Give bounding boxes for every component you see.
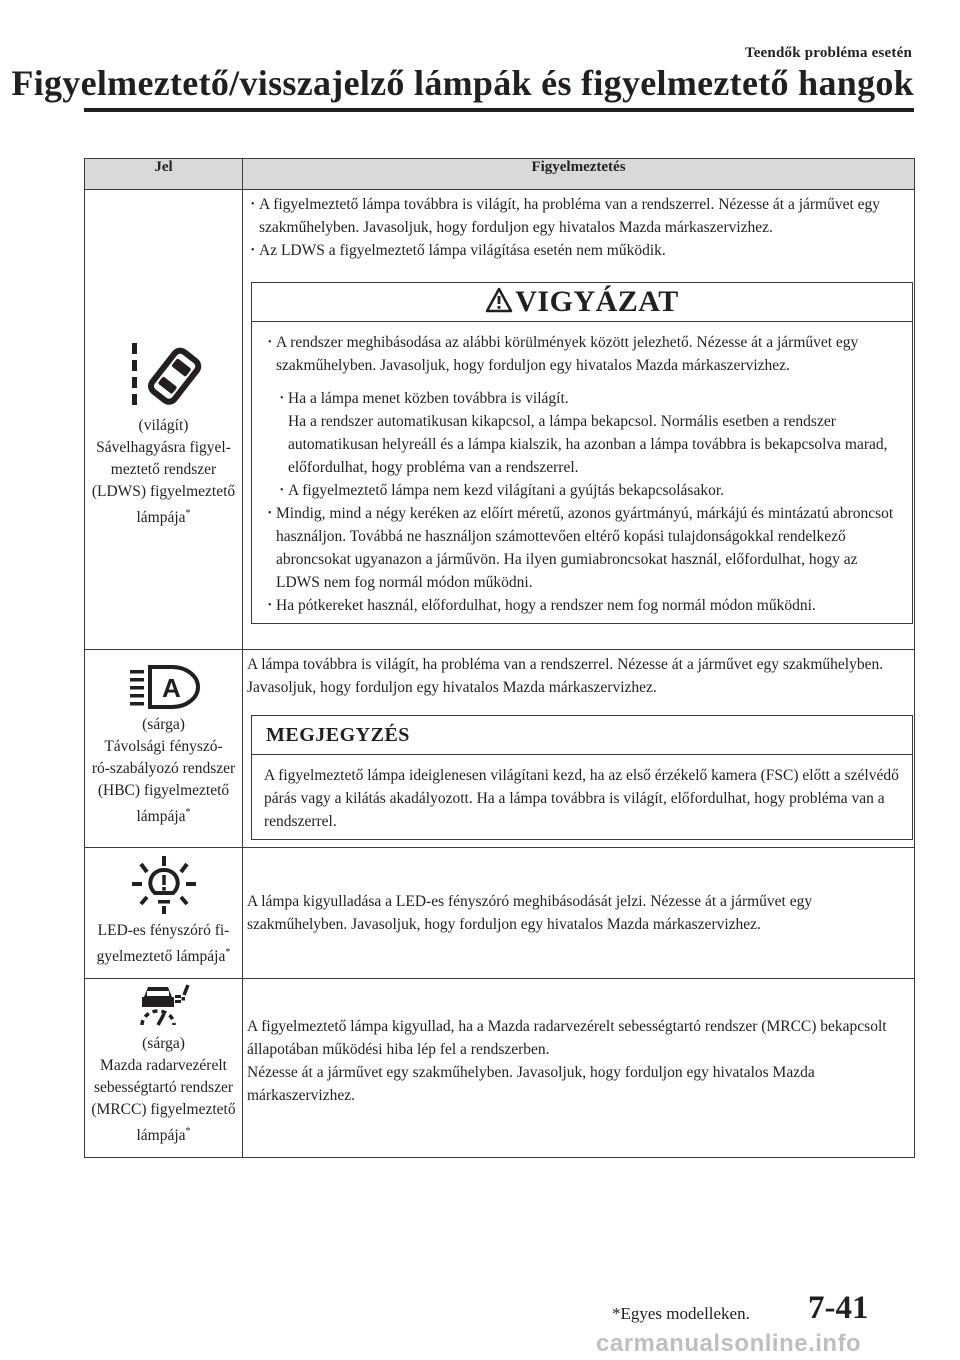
list-item: • Az LDWS a figyelmeztető lámpa világítása esetén nem működik. [247,239,910,262]
column-header-symbol: Jel [85,159,243,190]
caution-body: • A rendszer meghibásodása az alábbi körülmények között jelezhető. Nézesse át a járművet egy szakműhelyben. Javasoljuk, hogy forduljon egy hivatalos Mazda márkaszervizhez. • Ha a lámpa menet közben továbbra is világít. Ha a rendszer automatikusan kikapcsol, a lámpa bekapcsol. Normális esetben a rendszer automatikusan helyreáll és a lámpa kialszik, ha azonban a lámpa továbbra is bekapcsolva marad, előfordulhat, hogy probléma van a rendszerrel. • A figyelmeztető lámpa nem kezd világítani a gyújtás bekapcsolásakor. • Mindig, mind a négy keréken az előírt méretű, azonos gyártmányú, márkájú és mintázatú abroncsot használjon. Továbbá ne használjon számottevően eltérő kopási tulajdonságokkal rendelkező abroncsokat ugyanazon a járművön. Ha ilyen gumiabroncsokat használ, előfordulhat, hogy az LDWS nem fog normál módon működni. • Ha pótkereket használ, előfordulhat, hogy a rendszer nem fog normál módon működni. [252,322,912,623]
caution-box [251,282,913,624]
footnote: *Egyes modelleken. [612,1304,750,1323]
note-box [251,715,913,840]
svg-text:A: A [161,673,181,703]
note-header [252,716,912,755]
description-cell [243,979,915,1158]
lamp-name: Távolsági fényszó- ró-szabályozó rendszer (HBC) figyelmeztető lámpája* [91,738,236,825]
footnote-mark: * [185,807,191,818]
lamp-state: (sárga) [142,1035,185,1052]
caution-title: VIGYÁZAT [515,285,679,318]
warning-text-2: Nézesse át a járművet egy szakműhelyben. Javasoljuk, hogy forduljon egy hivatalos Mazda márkaszervizhez. [247,1064,815,1104]
table-row [85,848,915,979]
footnote-mark: * [185,507,191,519]
symbol-cell [85,650,243,848]
note-title: MEGJEGYZÉS [266,724,410,746]
warning-text: A lámpa kigyulladása a LED-es fényszóró meghibásodását jelzi. Nézesse át a járművet egy szakműhelyben. Javasoljuk, hogy forduljon egy hivatalos Mazda márkaszervizhez. [247,892,813,933]
table-row [85,190,915,650]
description-cell [243,848,915,979]
led-headlight-warning-icon [124,854,204,916]
lamp-state: (világít) [138,416,189,434]
radar-cruise-control-warning-icon [124,983,204,1029]
table-row [85,979,915,1158]
lamp-name: Sávelhagyásra figyel- meztető rendszer (LDWS) figyelmeztető lámpája* [91,438,236,526]
watermark: carmanualsonline.info [596,1330,862,1357]
table-header-row [85,159,915,190]
lamp-name: LED-es fényszóró fi- gyelmeztető lámpája* [96,922,231,965]
list-item: • A figyelmeztető lámpa továbbra is világít, ha probléma van a rendszerrel. Nézesse át a járművet egy szakműhelyben. Javasoljuk, hogy forduljon egy hivatalos Mazda márkaszervizhez. [247,193,910,239]
warning-triangle-icon [485,287,513,313]
symbol-cell [85,979,243,1158]
caution-header [252,283,912,322]
symbol-cell [85,190,243,650]
warning-text: A lámpa továbbra is világít, ha probléma van a rendszerrel. Nézesse át a járművet egy szakműhelyben. Javasoljuk, hogy forduljon egy hivatalos Mazda márkaszervizhez. [247,656,884,696]
page-title: Figyelmeztető/visszajelző lámpák és figyelmeztető hangok [11,63,914,103]
footnote-mark: * [185,1126,191,1137]
lamp-state: (sárga) [142,716,185,733]
section-subtitle: Teendők probléma esetén [744,45,912,61]
description-cell [243,650,915,848]
table-row [85,650,915,848]
warning-text: A figyelmeztető lámpa kigyullad, ha a Mazda radarvezérelt sebességtartó rendszer (MRCC) bekapcsolt állapotában működési hiba lép fel a rendszerben. [247,1018,887,1058]
column-header-warning: Figyelmeztetés [243,159,915,190]
warning-lamp-table [84,158,915,1158]
title-rule [84,108,914,112]
lane-departure-warning-icon [124,341,204,411]
lamp-name: Mazda radarvezérelt sebességtartó rendszer (MRCC) figyelmeztető lámpája* [91,1057,236,1144]
page-number: 7-41 [808,1290,869,1326]
symbol-cell [85,848,243,979]
high-beam-control-icon [124,664,204,710]
note-body: A figyelmeztető lámpa ideiglenesen világítani kezd, ha az első érzékelő kamera (FSC) előtt a szélvédő párás vagy a kilátás akadályozott. Ha a lámpa továbbra is világít, előfordulhat, hogy probléma van a rendszerrel. [264,767,899,830]
footnote-mark: * [225,947,231,958]
description-cell [243,190,915,650]
